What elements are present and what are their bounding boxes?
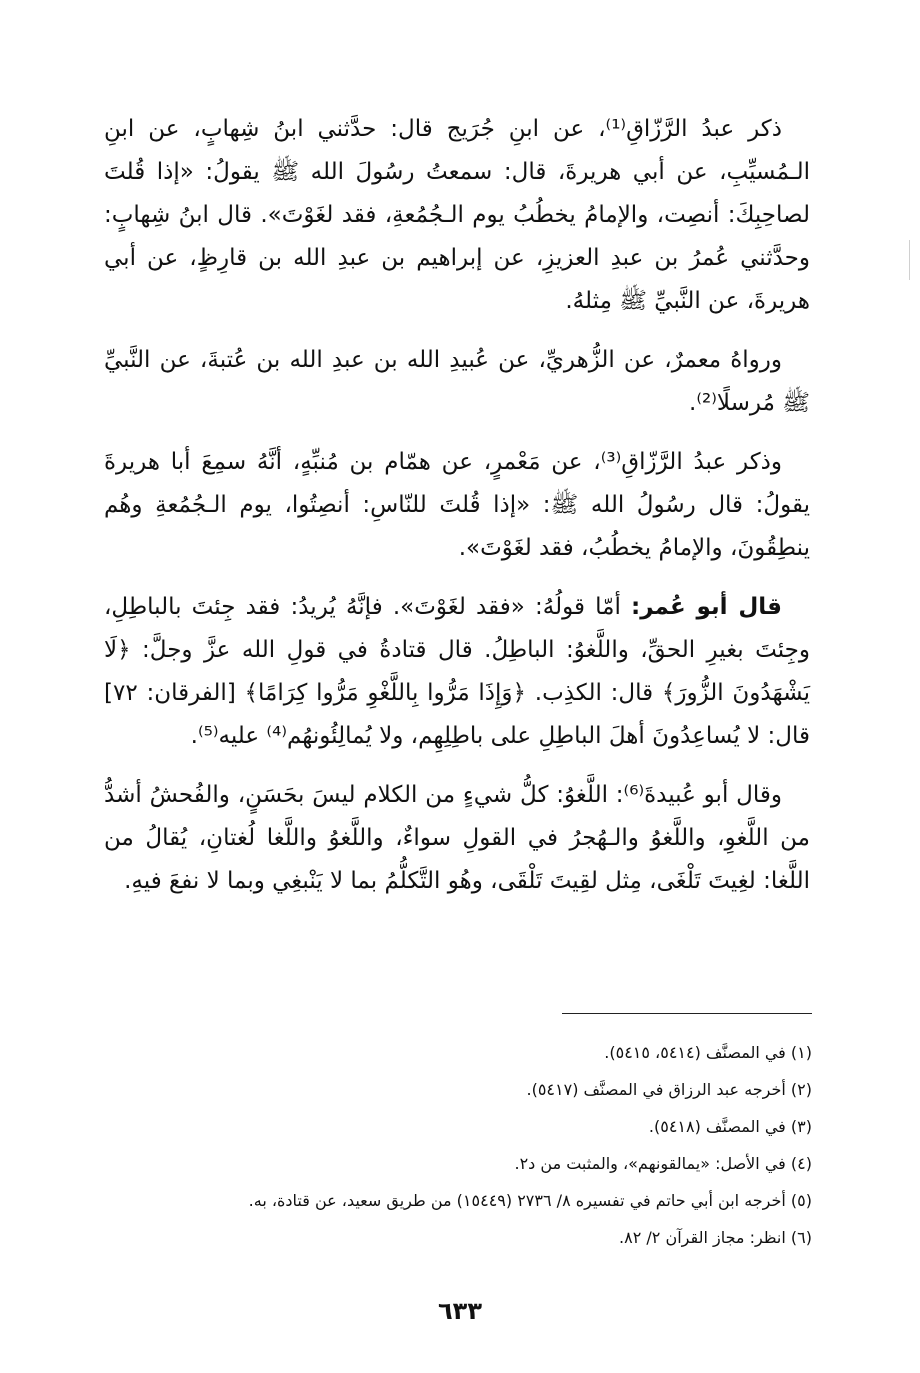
footnote-3: (٣) في المصنَّف (٥٤١٨). <box>648 1117 812 1136</box>
footnote-1: (١) في المصنَّف (٥٤١٤، ٥٤١٥). <box>604 1043 812 1062</box>
footnote-5: (٥) أخرجه ابن أبي حاتم في تفسيره ٨/ ٢٧٣٦ (١٥٤٤٩) من طريق سعيد، عن قتادة، به. <box>248 1191 812 1210</box>
paragraph-3: وذكر عبدُ الرَّزّاقِ⁽³⁾، عن مَعْمرٍ، عن همّام بن مُنبِّهٍ، أنَّهُ سمِعَ أبا هريرةَ يقولُ: قال رسُولُ الله ﷺ: «إذا قُلتَ للنّاسِ: أنصِتُوا، يوم الـجُمُعةِ وهُم ينطِقُونَ، والإمامُ يخطُبُ، فقد لغَوْتَ». <box>104 449 810 561</box>
footnote-6: (٦) انظر: مجاز القرآن ٢/ ٨٢. <box>619 1228 812 1247</box>
paragraph-5: وقال أبو عُبيدةَ⁽⁶⁾: اللَّغوُ: كلُّ شيءٍ من الكلام ليسَ بحَسَنٍ، والفُحشُ أشدُّ من اللَّغوِ، واللَّغوُ والـهُجرُ في القولِ سواءٌ، واللَّغوُ واللَّغا لُغتانِ، يُقالُ من اللَّغا: لغِيتَ تَلْغَى، مِثل لقِيتَ تَلْقَى، وهُو التَّكلُّمُ بما لا يَنْبغِي وبما لا نفعَ فيهِ. <box>104 782 810 894</box>
paragraph-4-lead: قال أبو عُمر: <box>631 594 782 620</box>
paragraph-4 <box>104 586 810 758</box>
paragraph-4-continuation: وجِئتَ بغيرِ الحقِّ، واللَّغوُ: الباطِلُ. قال قتادةُ في قولِ الله عزَّ وجلَّ: ﴿لَا يَشْهَدُونَ الزُّورَ﴾ قال: الكذِب. ﴿وَإِذَا مَرُّوا بِاللَّغْوِ مَرُّوا كِرَامًا﴾ [الفرقان: ٧٢] قال: لا يُساعِدُونَ أهلَ الباطِلِ على باطِلِهِم، ولا يُمالِئُونهُم⁽⁴⁾ عليه⁽⁵⁾. <box>104 637 810 749</box>
paragraph-4-opening: أمّا قولُهُ: «فقد لغَوْتَ». فإنَّهُ يُريدُ: فقد جِئتَ بالباطِلِ، <box>104 594 632 620</box>
footnotes <box>120 1034 812 1256</box>
footnote-separator <box>562 1013 812 1014</box>
scan-margin-mark <box>909 240 910 280</box>
footnote-2: (٢) أخرجه عبد الرزاق في المصنَّف (٥٤١٧). <box>526 1080 812 1099</box>
footnote-4: (٤) في الأصل: «يمالقونهم»، والمثبت من د٢. <box>514 1154 812 1173</box>
paragraph-2: ورواهُ معمرٌ، عن الزُّهريِّ، عن عُبيدِ الله بن عبدِ الله بن عُتبةَ، عن النَّبيِّ ﷺ مُرسلًا⁽²⁾. <box>104 347 810 416</box>
main-text <box>104 108 810 919</box>
paragraph-1: ذكر عبدُ الرَّزّاقِ⁽¹⁾، عن ابنِ جُرَيج قال: حدَّثني ابنُ شِهابٍ، عن ابنِ الـمُسيِّبِ، عن أبي هريرةَ، قال: سمعتُ رسُولَ الله ﷺ يقولُ: «إذا قُلتَ لصاحِبِكَ: أنصِت، والإمامُ يخطُبُ يوم الـجُمُعةِ، فقد لغَوْتَ». قال ابنُ شِهابٍ: وحدَّثني عُمرُ بن عبدِ العزيزِ، عن إبراهيم بن عبدِ الله بن قارِظٍ، عن أبي هريرةَ، عن النَّبيِّ ﷺ مِثلهُ. <box>104 116 810 314</box>
page-number: ٦٣٣ <box>438 1297 482 1325</box>
